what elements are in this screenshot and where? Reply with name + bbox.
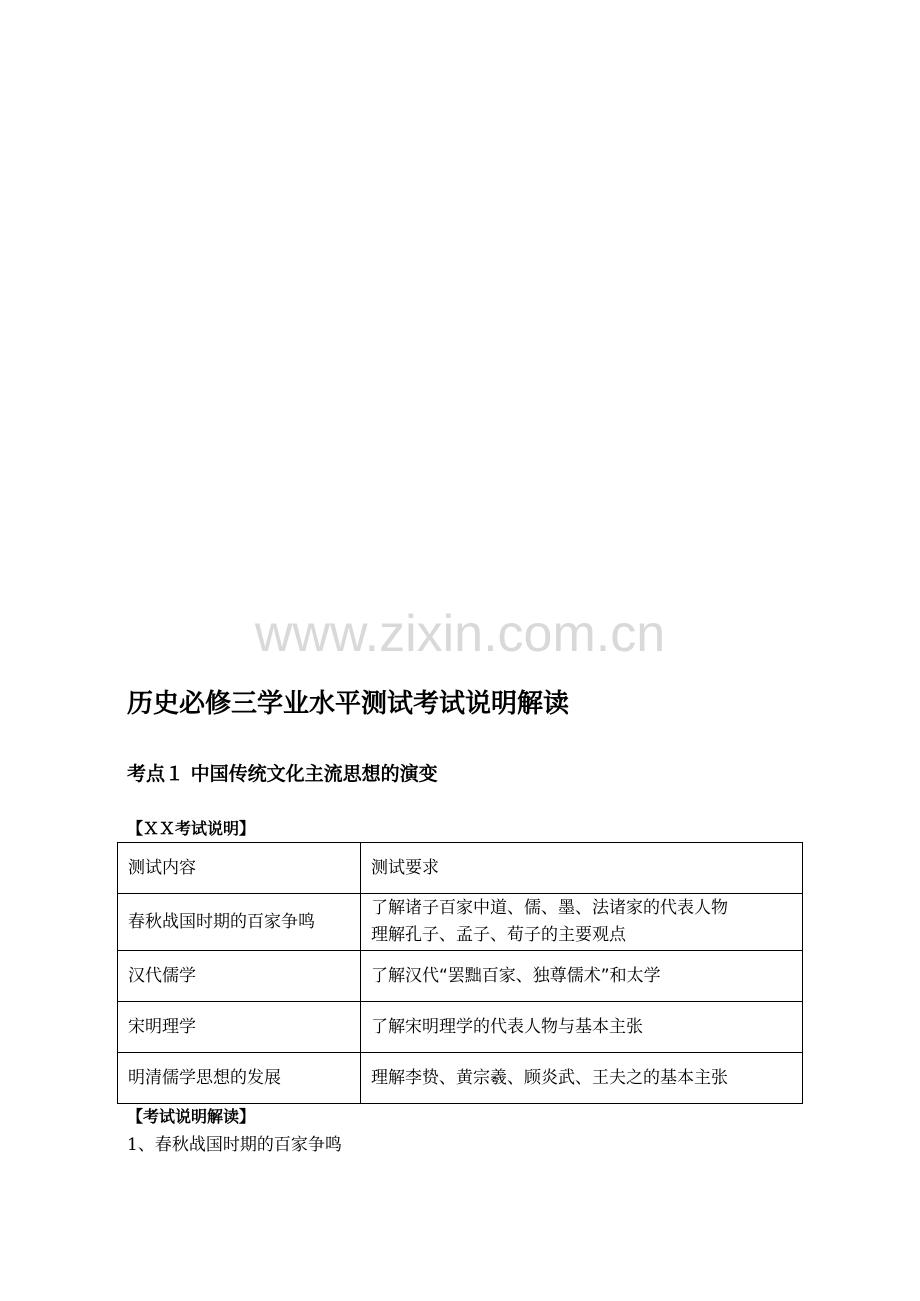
list-item: 1、春秋战国时期的百家争鸣 [127,1135,342,1155]
row-requirements [361,1053,803,1104]
table-row [118,951,803,1002]
document-title: 历史必修三学业水平测试考试说明解读 [127,689,570,719]
requirement-line: 了解汉代“罢黜百家、独尊儒术”和太学 [371,965,661,986]
row-content: 春秋战国时期的百家争鸣 [118,894,361,951]
requirements-table [117,842,803,1104]
row-requirements [361,951,803,1002]
header-content: 测试内容 [118,843,361,894]
watermark: www.zixin.com.cn [254,605,666,663]
requirement-line: 理解孔子、孟子、荀子的主要观点 [371,925,626,945]
row-content: 明清儒学思想的发展 [118,1053,361,1104]
row-content: 宋明理学 [118,1002,361,1053]
table-row [118,1002,803,1053]
table-row [118,1053,803,1104]
table-row [118,894,803,951]
requirement-line: 了解宋明理学的代表人物与基本主张 [371,1016,643,1037]
row-requirements [361,894,803,951]
interpretation-label: 【考试说明解读】 [127,1107,256,1126]
requirement-line: 理解李贽、黄宗羲、顾炎武、王夫之的基本主张 [371,1067,728,1088]
row-content: 汉代儒学 [118,951,361,1002]
section-heading: 考点１ 中国传统文化主流思想的演变 [127,763,438,785]
requirement-line: 了解诸子百家中道、儒、墨、法诸家的代表人物 [371,898,728,918]
row-requirements [361,1002,803,1053]
header-requirements: 测试要求 [361,843,803,894]
exam-description-label: 【ＸＸ考试说明】 [127,819,256,838]
table-header-row [118,843,803,894]
